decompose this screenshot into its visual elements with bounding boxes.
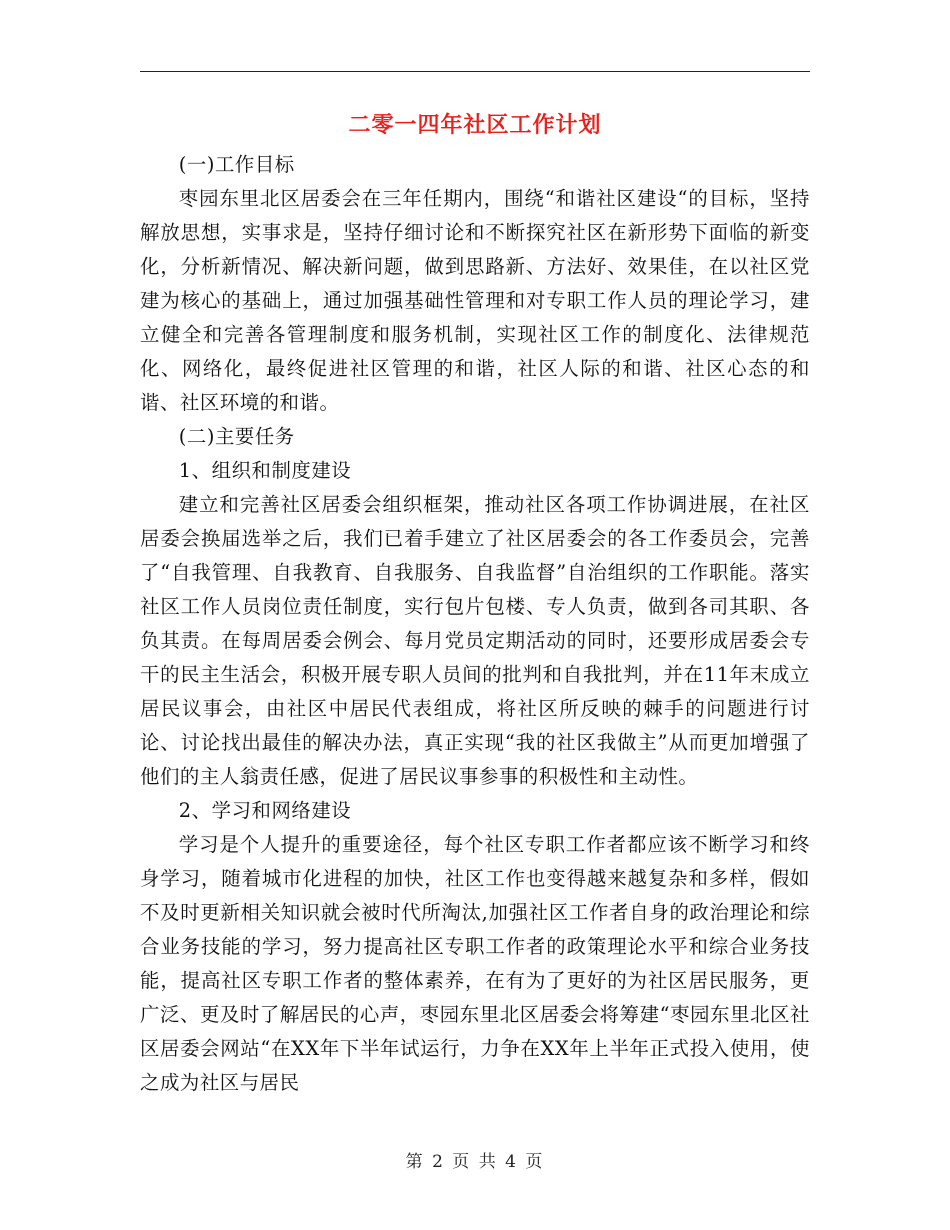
- page-footer: [140, 1150, 810, 1174]
- section-heading-goals: (一)工作目标: [178, 153, 295, 176]
- footer-prefix: 第: [405, 1152, 425, 1172]
- paragraph-organization: 建立和完善社区居委会组织框架，推动社区各项工作协调进展，在社区居委会换届选举之后，我们已着手建立了社区居委会的各工作委员会，完善了“自我管理、自我教育、自我服务、自我监督”自治组织的工作职能。落实社区工作人员岗位责任制度，实行包片包楼、专人负责，做到各司其职、各负其责。在每周居委会例会、每月党员定期活动的同时，还要形成居委会专干的民主生活会，积极开展专职人员间的批判和自我批判，并在11年末成立居民议事会，由社区中居民代表组成，将社区所反映的棘手的问题进行讨论、讨论找出最佳的解决办法，真正实现“我的社区我做主”从而更加增强了他们的主人翁责任感，促进了居民议事参事的积极性和主动性。: [140, 493, 810, 788]
- subheading-learning: 2、学习和网络建设: [178, 799, 352, 822]
- footer-page-label: 页: [452, 1152, 472, 1172]
- document-title: 二零一四年社区工作计划: [348, 113, 602, 138]
- paragraph-goals: 枣园东里北区居委会在三年任期内，围绕“和谐社区建设“的目标，坚持解放思想，实事求是，坚持仔细讨论和不断探究社区在新形势下面临的新变化，分析新情况、解决新问题，做到思路新、方法好、效果佳，在以社区党建为核心的基础上，通过加强基础性管理和对专职工作人员的理论学习，建立健全和完善各管理制度和服务机制，实现社区工作的制度化、法律规范化、网络化，最终促进社区管理的和谐，社区人际的和谐、社区心态的和谐、社区环境的和谐。: [140, 187, 810, 414]
- document-body: [140, 148, 810, 1100]
- footer-total-label: 页: [525, 1152, 545, 1172]
- paragraph-learning: 学习是个人提升的重要途径，每个社区专职工作者都应该不断学习和终身学习，随着城市化进程的加快，社区工作也变得越来越复杂和多样，假如不及时更新相关知识就会被时代所淘汰,加强社区工作者自身的政治理论和综合业务技能的学习，努力提高社区专职工作者的政策理论水平和综合业务技能，提高社区专职工作者的整体素养，在有为了更好的为社区居民服务，更广泛、更及时了解居民的心声，枣园东里北区居委会将筹建“枣园东里北区社区居委会网站“在XX年下半年试运行，力争在XX年上半年正式投入使用，使之成为社区与居民: [140, 833, 810, 1094]
- subheading-organization: 1、组织和制度建设: [178, 459, 352, 482]
- footer-total-pages: 4: [505, 1152, 518, 1172]
- footer-page-number: 2: [432, 1152, 445, 1172]
- footer-total-prefix: 共: [478, 1152, 498, 1172]
- section-heading-tasks: (二)主要任务: [178, 425, 295, 448]
- header-rule: [140, 71, 810, 72]
